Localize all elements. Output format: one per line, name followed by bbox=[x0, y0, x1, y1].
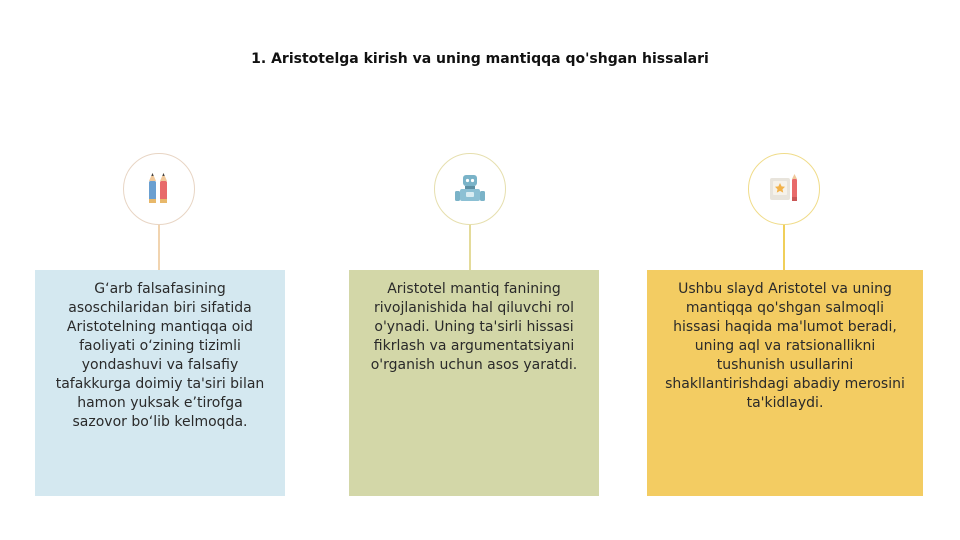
icon-circle-1 bbox=[123, 153, 195, 225]
icon-circle-2 bbox=[434, 153, 506, 225]
card-text-2: Aristotel mantiq fanining rivojlanishida hal qiluvchi rol o'ynadi. Uning ta'sirli hissasi fikrlash va argumentatsiyani o'rganish uchun asos yaratdi. bbox=[370, 281, 578, 373]
card-text-3: Ushbu slayd Aristotel va uning mantiqqa qo'shgan salmoqli hissasi haqida ma'lumot beradi, uning aql va ratsionallikni tushunish usullarini shakllantirishdagi abadiy merosini ta'kidlaydi. bbox=[665, 281, 905, 411]
connector-line-3 bbox=[783, 225, 785, 270]
pencils-icon bbox=[141, 169, 177, 209]
info-card-1 bbox=[35, 270, 285, 496]
icon-circle-3 bbox=[748, 153, 820, 225]
robot-icon bbox=[450, 169, 490, 209]
card-text-1: G‘arb falsafasining asoschilaridan biri sifatida Aristotelning mantiqqa oid faoliyati o‘zining tizimli yondashuvi va falsafiy tafakkurga doimiy ta'siri bilan hamon yuksak e’tirofga sazovor bo‘lib kelmoqda. bbox=[55, 281, 265, 430]
connector-line-2 bbox=[469, 225, 471, 270]
info-card-2 bbox=[349, 270, 599, 496]
slide-title: 1. Aristotelga kirish va uning mantiqqa qo'shgan hissalari bbox=[251, 51, 709, 67]
easel-icon bbox=[764, 169, 804, 209]
info-card-3 bbox=[647, 270, 923, 496]
connector-line-1 bbox=[158, 225, 160, 270]
